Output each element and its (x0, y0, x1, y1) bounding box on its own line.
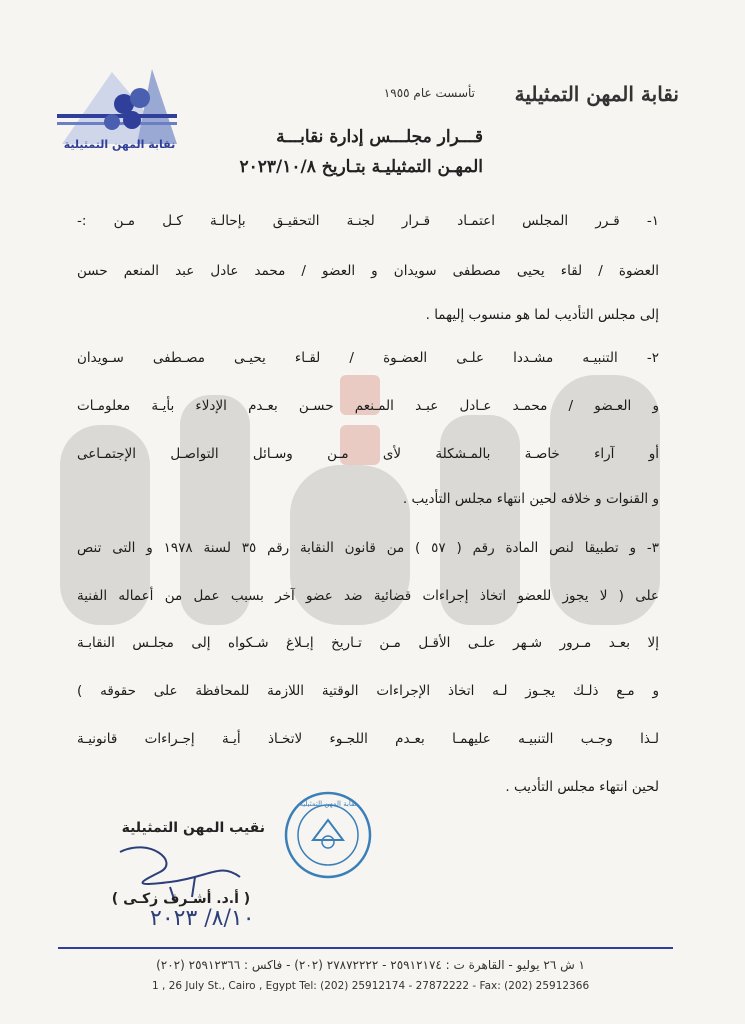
body-line: ٣- و تطبيقا لنص المادة رقم ( ٥٧ ) من قانون النقابة رقم ٣٥ لسنة ١٩٧٨ و التى تنص (77, 540, 659, 556)
signatory-name: ( أ.د. أشـرف زكـى ) (111, 891, 251, 907)
signature-title: نقيب المهن التمثيلية (121, 820, 265, 836)
body-line: لـذا وجـب التنبيـه عليهمـا بعـدم اللجـوء لاتخـاذ أيـة إجـراءات قانونيـة (77, 731, 659, 747)
footer-address-en: 1 , 26 July St., Cairo , Egypt Tel: (202) 25912174 - 27872222 - Fax: (202) 25912366 (152, 980, 590, 992)
body-line: و القنوات و خلافه لحين انتهاء مجلس التأديب . (402, 491, 659, 507)
body-line: ١- قـرر المجلس اعتمـاد قـرار لجنـة التحقيـق بإحالـة كـل مـن :- (77, 213, 659, 229)
established-year: تأسست عام ١٩٥٥ (383, 86, 475, 100)
body-line: إلا بعـد مـرور شـهر علـى الأقـل مـن تـاريخ إبـلاغ شـكواه إلى مجلـس النقابـة (77, 635, 659, 651)
decision-title-line1: قـــرار مجلـــس إدارة نقابـــة (276, 127, 483, 147)
stamp-text: نقابة المهن التمثيلية (299, 800, 357, 808)
official-stamp (283, 790, 373, 880)
body-line: و العـضو / محمـد عـادل عبـد المـنعم حسـن بعـدم الإدلاء بأيـة معلومـات (77, 398, 659, 414)
footer-address-ar: ١ ش ٢٦ يوليو - القاهرة ت : ٢٥٩١٢١٧٤ - ٢٧٨٧٢٢٢٢ (٢٠٢) - فاكس : ٢٥٩١٢٣٦٦ (٢٠٢) (156, 958, 585, 972)
body-line: لحين انتهاء مجلس التأديب . (505, 779, 659, 795)
body-line: أو آراء خاصـة بالمـشكلة لأى مـن وسـائل التواصـل الإجتمـاعى (77, 446, 659, 462)
body-line: إلى مجلس التأديب لما هو منسوب إليهما . (425, 307, 659, 323)
body-line: العضوة / لقاء يحيى مصطفى سويدان و العضو / محمد عادل عبد المنعم حسن (77, 263, 659, 279)
body-line: ٢- التنبيـه مشـددا علـى العضـوة / لقـاء يحيـى مصـطفى سـويدان (77, 350, 659, 366)
body-line: و مـع ذلـك يجـوز لـه اتخاذ الإجراءات الوقتية اللازمة للمحافظة على حقوقه ) (77, 683, 659, 699)
org-name: نقابة المهن التمثيلية (514, 82, 679, 106)
logo-caption: نقابة المهن التمثيلية (63, 138, 176, 151)
body-line: على ( لا يجوز للعضو اتخاذ إجراءات قضائية ضد عضو آخر بسبب عمل من أعماله الفنية (77, 588, 659, 604)
footer-divider (58, 947, 673, 949)
decision-title-line2: المهـن التمثيليـة بتـاريخ ٢٠٢٣/١٠/٨ (239, 157, 483, 177)
handwritten-date: ٨/١٠/ ٢٠٢٣ (150, 906, 255, 931)
